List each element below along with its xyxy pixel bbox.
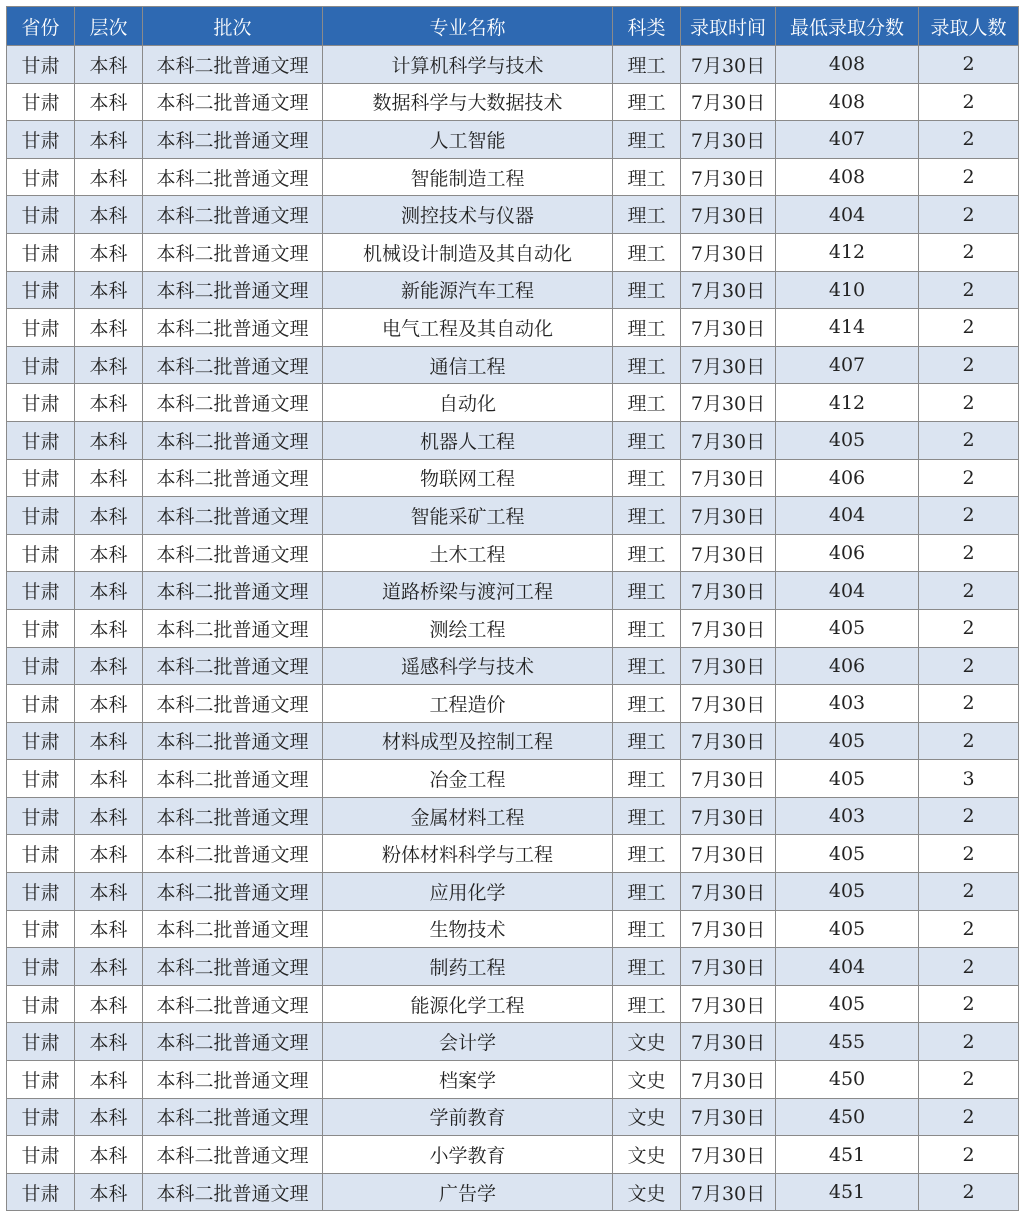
cell-admit-count: 2	[919, 196, 1019, 234]
cell-admission-date: 7月30日	[681, 1173, 776, 1211]
cell-min-score: 405	[776, 835, 919, 873]
cell-major-name: 土木工程	[323, 534, 613, 572]
cell-admit-count: 2	[919, 233, 1019, 271]
cell-batch: 本科二批普通文理	[143, 685, 323, 723]
table-row	[7, 534, 1019, 572]
cell-admission-date: 7月30日	[681, 384, 776, 422]
cell-major-name: 自动化	[323, 384, 613, 422]
cell-level: 本科	[75, 121, 143, 159]
cell-admit-count: 3	[919, 760, 1019, 798]
cell-level: 本科	[75, 309, 143, 347]
cell-subject-category: 理工	[613, 46, 681, 84]
cell-min-score: 405	[776, 609, 919, 647]
cell-subject-category: 理工	[613, 760, 681, 798]
cell-admission-date: 7月30日	[681, 459, 776, 497]
table-row	[7, 497, 1019, 535]
cell-subject-category: 文史	[613, 1098, 681, 1136]
table-row	[7, 797, 1019, 835]
cell-admit-count: 2	[919, 572, 1019, 610]
cell-batch: 本科二批普通文理	[143, 158, 323, 196]
cell-subject-category: 理工	[613, 910, 681, 948]
cell-major-name: 应用化学	[323, 873, 613, 911]
cell-subject-category: 理工	[613, 685, 681, 723]
cell-level: 本科	[75, 421, 143, 459]
cell-min-score: 410	[776, 271, 919, 309]
cell-major-name: 新能源汽车工程	[323, 271, 613, 309]
cell-major-name: 电气工程及其自动化	[323, 309, 613, 347]
cell-batch: 本科二批普通文理	[143, 1098, 323, 1136]
cell-batch: 本科二批普通文理	[143, 797, 323, 835]
cell-province: 甘肃	[7, 572, 75, 610]
cell-admit-count: 2	[919, 1023, 1019, 1061]
cell-min-score: 414	[776, 309, 919, 347]
cell-admit-count: 2	[919, 346, 1019, 384]
cell-subject-category: 理工	[613, 572, 681, 610]
table-row	[7, 1098, 1019, 1136]
cell-province: 甘肃	[7, 835, 75, 873]
cell-admit-count: 2	[919, 609, 1019, 647]
cell-admission-date: 7月30日	[681, 271, 776, 309]
cell-batch: 本科二批普通文理	[143, 384, 323, 422]
table-row	[7, 459, 1019, 497]
header-row	[7, 7, 1019, 46]
cell-major-name: 冶金工程	[323, 760, 613, 798]
cell-province: 甘肃	[7, 873, 75, 911]
cell-level: 本科	[75, 760, 143, 798]
cell-subject-category: 文史	[613, 1173, 681, 1211]
cell-batch: 本科二批普通文理	[143, 421, 323, 459]
cell-province: 甘肃	[7, 1098, 75, 1136]
cell-admission-date: 7月30日	[681, 609, 776, 647]
cell-major-name: 广告学	[323, 1173, 613, 1211]
table-body	[7, 46, 1019, 1211]
cell-admission-date: 7月30日	[681, 835, 776, 873]
cell-major-name: 制药工程	[323, 948, 613, 986]
cell-min-score: 407	[776, 346, 919, 384]
cell-admit-count: 2	[919, 985, 1019, 1023]
cell-province: 甘肃	[7, 46, 75, 84]
table-row	[7, 196, 1019, 234]
cell-batch: 本科二批普通文理	[143, 121, 323, 159]
cell-admission-date: 7月30日	[681, 158, 776, 196]
cell-level: 本科	[75, 1023, 143, 1061]
column-header-major-name: 专业名称	[323, 7, 613, 46]
cell-admit-count: 2	[919, 83, 1019, 121]
cell-admission-date: 7月30日	[681, 873, 776, 911]
cell-min-score: 405	[776, 985, 919, 1023]
cell-province: 甘肃	[7, 497, 75, 535]
cell-admit-count: 2	[919, 1173, 1019, 1211]
cell-min-score: 412	[776, 233, 919, 271]
cell-min-score: 412	[776, 384, 919, 422]
cell-batch: 本科二批普通文理	[143, 497, 323, 535]
cell-min-score: 406	[776, 534, 919, 572]
cell-admit-count: 2	[919, 835, 1019, 873]
cell-level: 本科	[75, 1061, 143, 1099]
cell-admission-date: 7月30日	[681, 1061, 776, 1099]
column-header-province: 省份	[7, 7, 75, 46]
cell-batch: 本科二批普通文理	[143, 647, 323, 685]
cell-min-score: 405	[776, 910, 919, 948]
column-header-admission-date: 录取时间	[681, 7, 776, 46]
cell-major-name: 计算机科学与技术	[323, 46, 613, 84]
cell-major-name: 智能采矿工程	[323, 497, 613, 535]
table-row	[7, 722, 1019, 760]
table-row	[7, 572, 1019, 610]
cell-admit-count: 2	[919, 384, 1019, 422]
cell-admit-count: 2	[919, 158, 1019, 196]
table-row	[7, 609, 1019, 647]
table-row	[7, 948, 1019, 986]
cell-major-name: 智能制造工程	[323, 158, 613, 196]
cell-admission-date: 7月30日	[681, 196, 776, 234]
cell-min-score: 451	[776, 1173, 919, 1211]
cell-admission-date: 7月30日	[681, 1098, 776, 1136]
cell-subject-category: 理工	[613, 534, 681, 572]
cell-level: 本科	[75, 873, 143, 911]
cell-major-name: 测绘工程	[323, 609, 613, 647]
cell-major-name: 学前教育	[323, 1098, 613, 1136]
cell-level: 本科	[75, 534, 143, 572]
cell-min-score: 405	[776, 873, 919, 911]
cell-major-name: 金属材料工程	[323, 797, 613, 835]
cell-batch: 本科二批普通文理	[143, 722, 323, 760]
cell-major-name: 数据科学与大数据技术	[323, 83, 613, 121]
cell-level: 本科	[75, 384, 143, 422]
cell-admit-count: 2	[919, 647, 1019, 685]
cell-subject-category: 理工	[613, 346, 681, 384]
cell-admit-count: 2	[919, 459, 1019, 497]
cell-admit-count: 2	[919, 685, 1019, 723]
cell-major-name: 遥感科学与技术	[323, 647, 613, 685]
table-row	[7, 873, 1019, 911]
cell-major-name: 小学教育	[323, 1136, 613, 1174]
cell-admit-count: 2	[919, 1136, 1019, 1174]
cell-min-score: 451	[776, 1136, 919, 1174]
cell-subject-category: 理工	[613, 121, 681, 159]
cell-admission-date: 7月30日	[681, 534, 776, 572]
column-header-level: 层次	[75, 7, 143, 46]
cell-admission-date: 7月30日	[681, 121, 776, 159]
cell-level: 本科	[75, 797, 143, 835]
cell-level: 本科	[75, 196, 143, 234]
cell-major-name: 测控技术与仪器	[323, 196, 613, 234]
cell-admit-count: 2	[919, 497, 1019, 535]
table-row	[7, 985, 1019, 1023]
cell-min-score: 408	[776, 83, 919, 121]
cell-min-score: 408	[776, 46, 919, 84]
column-header-min-score: 最低录取分数	[776, 7, 919, 46]
cell-major-name: 人工智能	[323, 121, 613, 159]
table-row	[7, 46, 1019, 84]
table-row	[7, 421, 1019, 459]
cell-admit-count: 2	[919, 910, 1019, 948]
cell-batch: 本科二批普通文理	[143, 271, 323, 309]
cell-min-score: 407	[776, 121, 919, 159]
cell-batch: 本科二批普通文理	[143, 1136, 323, 1174]
cell-level: 本科	[75, 910, 143, 948]
cell-min-score: 408	[776, 158, 919, 196]
cell-subject-category: 文史	[613, 1136, 681, 1174]
cell-level: 本科	[75, 722, 143, 760]
cell-level: 本科	[75, 685, 143, 723]
cell-min-score: 405	[776, 722, 919, 760]
cell-batch: 本科二批普通文理	[143, 233, 323, 271]
cell-level: 本科	[75, 948, 143, 986]
cell-province: 甘肃	[7, 196, 75, 234]
cell-level: 本科	[75, 835, 143, 873]
cell-batch: 本科二批普通文理	[143, 83, 323, 121]
cell-admit-count: 2	[919, 873, 1019, 911]
cell-admission-date: 7月30日	[681, 233, 776, 271]
cell-major-name: 道路桥梁与渡河工程	[323, 572, 613, 610]
table-row	[7, 835, 1019, 873]
cell-admission-date: 7月30日	[681, 760, 776, 798]
table-row	[7, 685, 1019, 723]
cell-min-score: 405	[776, 421, 919, 459]
column-header-admit-count: 录取人数	[919, 7, 1019, 46]
cell-level: 本科	[75, 497, 143, 535]
cell-batch: 本科二批普通文理	[143, 948, 323, 986]
cell-min-score: 405	[776, 760, 919, 798]
cell-subject-category: 理工	[613, 233, 681, 271]
cell-subject-category: 理工	[613, 985, 681, 1023]
cell-subject-category: 理工	[613, 309, 681, 347]
cell-subject-category: 理工	[613, 647, 681, 685]
cell-major-name: 会计学	[323, 1023, 613, 1061]
table-row	[7, 158, 1019, 196]
cell-province: 甘肃	[7, 309, 75, 347]
cell-admission-date: 7月30日	[681, 346, 776, 384]
cell-min-score: 406	[776, 647, 919, 685]
cell-major-name: 工程造价	[323, 685, 613, 723]
cell-admit-count: 2	[919, 722, 1019, 760]
cell-admission-date: 7月30日	[681, 797, 776, 835]
cell-admit-count: 2	[919, 46, 1019, 84]
cell-subject-category: 理工	[613, 271, 681, 309]
cell-batch: 本科二批普通文理	[143, 1173, 323, 1211]
cell-admit-count: 2	[919, 309, 1019, 347]
cell-province: 甘肃	[7, 647, 75, 685]
cell-batch: 本科二批普通文理	[143, 835, 323, 873]
cell-batch: 本科二批普通文理	[143, 534, 323, 572]
admission-table-container	[6, 6, 1018, 1211]
cell-min-score: 450	[776, 1061, 919, 1099]
cell-province: 甘肃	[7, 534, 75, 572]
cell-level: 本科	[75, 233, 143, 271]
cell-min-score: 404	[776, 497, 919, 535]
cell-subject-category: 理工	[613, 609, 681, 647]
cell-admit-count: 2	[919, 797, 1019, 835]
cell-subject-category: 理工	[613, 835, 681, 873]
cell-province: 甘肃	[7, 233, 75, 271]
cell-province: 甘肃	[7, 948, 75, 986]
cell-major-name: 生物技术	[323, 910, 613, 948]
cell-admission-date: 7月30日	[681, 685, 776, 723]
cell-province: 甘肃	[7, 346, 75, 384]
cell-subject-category: 理工	[613, 158, 681, 196]
cell-province: 甘肃	[7, 910, 75, 948]
cell-admission-date: 7月30日	[681, 497, 776, 535]
cell-admit-count: 2	[919, 948, 1019, 986]
cell-subject-category: 理工	[613, 497, 681, 535]
cell-batch: 本科二批普通文理	[143, 572, 323, 610]
cell-province: 甘肃	[7, 760, 75, 798]
cell-batch: 本科二批普通文理	[143, 873, 323, 911]
cell-province: 甘肃	[7, 1136, 75, 1174]
cell-province: 甘肃	[7, 158, 75, 196]
cell-admission-date: 7月30日	[681, 647, 776, 685]
cell-province: 甘肃	[7, 797, 75, 835]
cell-major-name: 档案学	[323, 1061, 613, 1099]
cell-major-name: 机器人工程	[323, 421, 613, 459]
cell-subject-category: 理工	[613, 83, 681, 121]
cell-batch: 本科二批普通文理	[143, 459, 323, 497]
cell-level: 本科	[75, 572, 143, 610]
cell-level: 本科	[75, 985, 143, 1023]
cell-admit-count: 2	[919, 271, 1019, 309]
cell-admit-count: 2	[919, 1098, 1019, 1136]
cell-level: 本科	[75, 271, 143, 309]
table-row	[7, 309, 1019, 347]
cell-subject-category: 理工	[613, 196, 681, 234]
cell-major-name: 通信工程	[323, 346, 613, 384]
cell-batch: 本科二批普通文理	[143, 1023, 323, 1061]
cell-level: 本科	[75, 1098, 143, 1136]
cell-level: 本科	[75, 346, 143, 384]
cell-admit-count: 2	[919, 534, 1019, 572]
cell-province: 甘肃	[7, 1061, 75, 1099]
table-row	[7, 647, 1019, 685]
cell-major-name: 粉体材料科学与工程	[323, 835, 613, 873]
table-row	[7, 1023, 1019, 1061]
cell-subject-category: 理工	[613, 384, 681, 422]
table-row	[7, 346, 1019, 384]
cell-subject-category: 理工	[613, 722, 681, 760]
table-row	[7, 384, 1019, 422]
cell-min-score: 450	[776, 1098, 919, 1136]
cell-admission-date: 7月30日	[681, 985, 776, 1023]
table-row	[7, 1136, 1019, 1174]
cell-batch: 本科二批普通文理	[143, 609, 323, 647]
cell-province: 甘肃	[7, 121, 75, 159]
cell-admission-date: 7月30日	[681, 46, 776, 84]
cell-subject-category: 理工	[613, 459, 681, 497]
table-row	[7, 121, 1019, 159]
cell-admission-date: 7月30日	[681, 1023, 776, 1061]
cell-province: 甘肃	[7, 685, 75, 723]
cell-admission-date: 7月30日	[681, 910, 776, 948]
cell-level: 本科	[75, 647, 143, 685]
table-row	[7, 910, 1019, 948]
cell-major-name: 材料成型及控制工程	[323, 722, 613, 760]
table-row	[7, 760, 1019, 798]
cell-level: 本科	[75, 158, 143, 196]
table-row	[7, 1173, 1019, 1211]
cell-min-score: 403	[776, 685, 919, 723]
cell-province: 甘肃	[7, 722, 75, 760]
cell-admission-date: 7月30日	[681, 722, 776, 760]
cell-level: 本科	[75, 459, 143, 497]
cell-level: 本科	[75, 1173, 143, 1211]
cell-level: 本科	[75, 1136, 143, 1174]
cell-admit-count: 2	[919, 421, 1019, 459]
cell-batch: 本科二批普通文理	[143, 309, 323, 347]
cell-batch: 本科二批普通文理	[143, 1061, 323, 1099]
cell-admission-date: 7月30日	[681, 309, 776, 347]
cell-subject-category: 理工	[613, 421, 681, 459]
cell-min-score: 404	[776, 948, 919, 986]
cell-batch: 本科二批普通文理	[143, 760, 323, 798]
cell-admit-count: 2	[919, 121, 1019, 159]
cell-province: 甘肃	[7, 83, 75, 121]
cell-admission-date: 7月30日	[681, 421, 776, 459]
table-row	[7, 83, 1019, 121]
column-header-subject-category: 科类	[613, 7, 681, 46]
cell-admission-date: 7月30日	[681, 948, 776, 986]
cell-min-score: 406	[776, 459, 919, 497]
admission-table	[6, 6, 1019, 1211]
cell-admit-count: 2	[919, 1061, 1019, 1099]
cell-province: 甘肃	[7, 421, 75, 459]
cell-province: 甘肃	[7, 271, 75, 309]
cell-major-name: 能源化学工程	[323, 985, 613, 1023]
cell-subject-category: 文史	[613, 1023, 681, 1061]
cell-level: 本科	[75, 46, 143, 84]
cell-subject-category: 理工	[613, 873, 681, 911]
table-row	[7, 233, 1019, 271]
cell-subject-category: 理工	[613, 948, 681, 986]
table-row	[7, 1061, 1019, 1099]
cell-batch: 本科二批普通文理	[143, 196, 323, 234]
cell-admission-date: 7月30日	[681, 572, 776, 610]
cell-min-score: 404	[776, 572, 919, 610]
cell-level: 本科	[75, 83, 143, 121]
cell-province: 甘肃	[7, 1023, 75, 1061]
table-row	[7, 271, 1019, 309]
cell-batch: 本科二批普通文理	[143, 346, 323, 384]
cell-province: 甘肃	[7, 609, 75, 647]
cell-min-score: 403	[776, 797, 919, 835]
cell-admission-date: 7月30日	[681, 1136, 776, 1174]
cell-province: 甘肃	[7, 459, 75, 497]
cell-batch: 本科二批普通文理	[143, 910, 323, 948]
column-header-batch: 批次	[143, 7, 323, 46]
table-header	[7, 7, 1019, 46]
cell-batch: 本科二批普通文理	[143, 46, 323, 84]
cell-major-name: 物联网工程	[323, 459, 613, 497]
cell-admission-date: 7月30日	[681, 83, 776, 121]
cell-level: 本科	[75, 609, 143, 647]
cell-min-score: 455	[776, 1023, 919, 1061]
cell-subject-category: 文史	[613, 1061, 681, 1099]
cell-province: 甘肃	[7, 384, 75, 422]
cell-province: 甘肃	[7, 1173, 75, 1211]
cell-min-score: 404	[776, 196, 919, 234]
cell-major-name: 机械设计制造及其自动化	[323, 233, 613, 271]
cell-batch: 本科二批普通文理	[143, 985, 323, 1023]
cell-subject-category: 理工	[613, 797, 681, 835]
cell-province: 甘肃	[7, 985, 75, 1023]
